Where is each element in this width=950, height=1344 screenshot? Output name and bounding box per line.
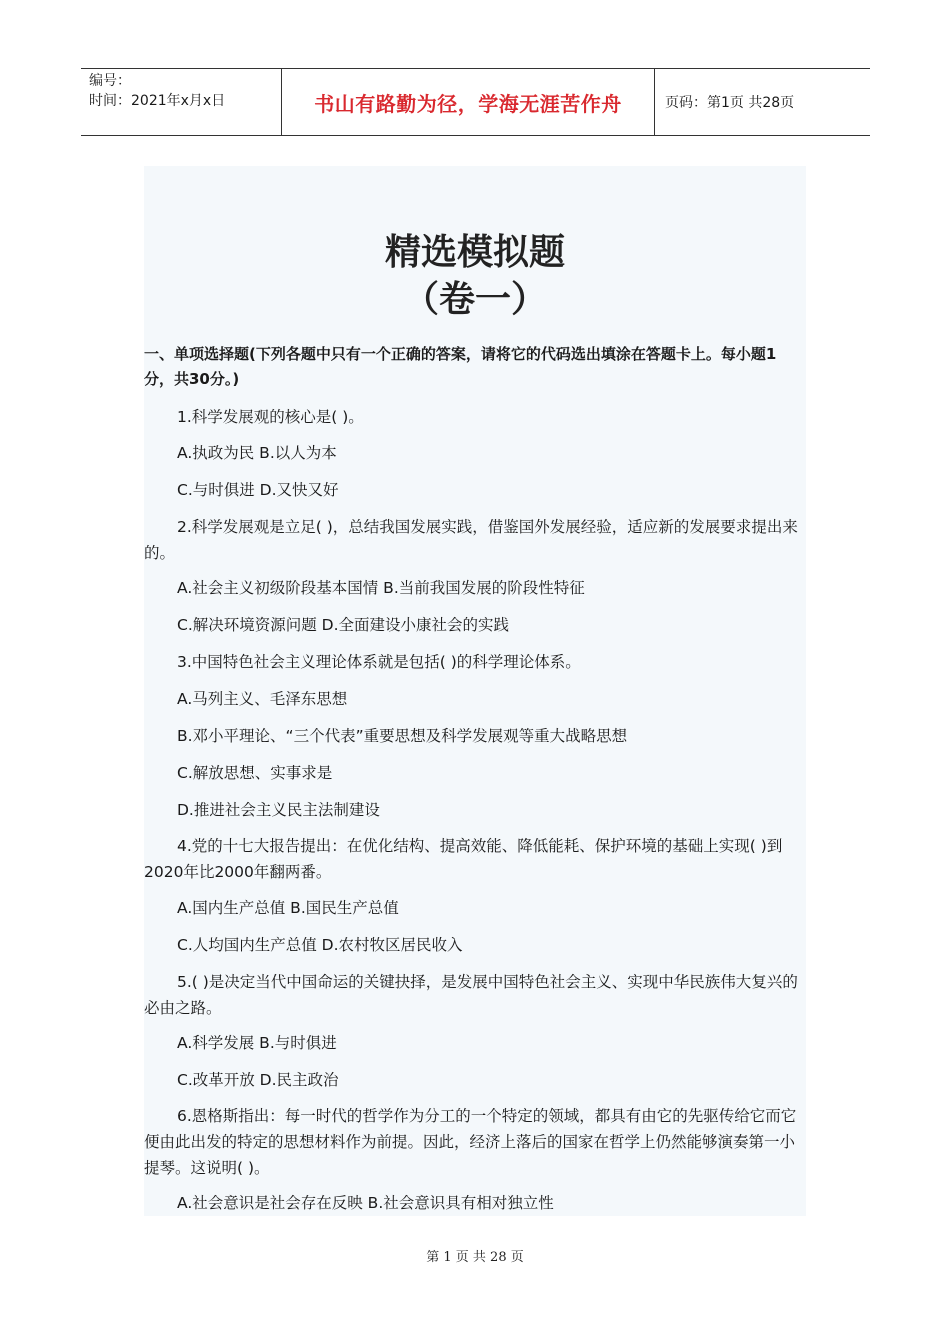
question-2: 2.科学发展观是立足( )，总结我国发展实践，借鉴国外发展经验，适应新的发展要求提出来的。	[144, 518, 798, 562]
time-label: 时间：2021年x月x日	[89, 93, 226, 109]
question-4: 4.党的十七大报告提出：在优化结构、提高效能、降低能耗、保护环境的基础上实现( )到2020年比2000年翻两番。	[144, 837, 783, 881]
question-4-options-cd: C.人均国内生产总值 D.农村牧区居民收入	[177, 936, 463, 954]
question-5-options-ab: A.科学发展 B.与时俱进	[177, 1034, 337, 1052]
question-3: 3.中国特色社会主义理论体系就是包括( )的科学理论体系。	[177, 653, 581, 671]
code-label: 编号：	[89, 73, 131, 89]
question-1-options-cd: C.与时俱进 D.又快又好	[177, 481, 339, 499]
header-page-info: 页码：第1页 共28页	[665, 95, 795, 111]
question-6-options-ab: A.社会意识是社会存在反映 B.社会意识具有相对独立性	[177, 1194, 554, 1212]
question-6: 6.恩格斯指出：每一时代的哲学作为分工的一个特定的领域，都具有由它的先驱传给它而它便由此出发的特定的思想材料作为前提。因此，经济上落后的国家在哲学上仍然能够演奏第一小提琴。这说明( )。	[144, 1107, 797, 1177]
header-motto: 书山有路勤为径，学海无涯苦作舟	[282, 69, 655, 135]
question-3-option-c: C.解放思想、实事求是	[177, 764, 333, 782]
question-3-option-a: A.马列主义、毛泽东思想	[177, 690, 348, 708]
question-2-options-cd: C.解决环境资源问题 D.全面建设小康社会的实践	[177, 616, 510, 634]
question-4-options-ab: A.国内生产总值 B.国民生产总值	[177, 899, 399, 917]
document-body	[144, 166, 806, 1216]
question-5-options-cd: C.改革开放 D.民主政治	[177, 1071, 339, 1089]
header-table	[81, 68, 870, 136]
question-1-options-ab: A.执政为民 B.以人为本	[177, 444, 337, 462]
page-footer: 第 1 页 共 28 页	[426, 1250, 524, 1265]
question-5: 5.( )是决定当代中国命运的关键抉择，是发展中国特色社会主义、实现中华民族伟大复兴的必由之路。	[144, 973, 798, 1017]
question-3-option-d: D.推进社会主义民主法制建设	[177, 801, 380, 819]
doc-subtitle: （卷一）	[402, 279, 547, 320]
doc-title: 精选模拟题	[384, 232, 565, 273]
header-meta	[81, 69, 282, 135]
section-heading: 一、单项选择题(下列各题中只有一个正确的答案，请将它的代码选出填涂在答题卡上。每小题1分，共30分。)	[144, 345, 777, 388]
question-2-options-ab: A.社会主义初级阶段基本国情 B.当前我国发展的阶段性特征	[177, 579, 585, 597]
question-3-option-b: B.邓小平理论、“三个代表”重要思想及科学发展观等重大战略思想	[177, 727, 628, 745]
question-1: 1.科学发展观的核心是( )。	[177, 408, 364, 426]
